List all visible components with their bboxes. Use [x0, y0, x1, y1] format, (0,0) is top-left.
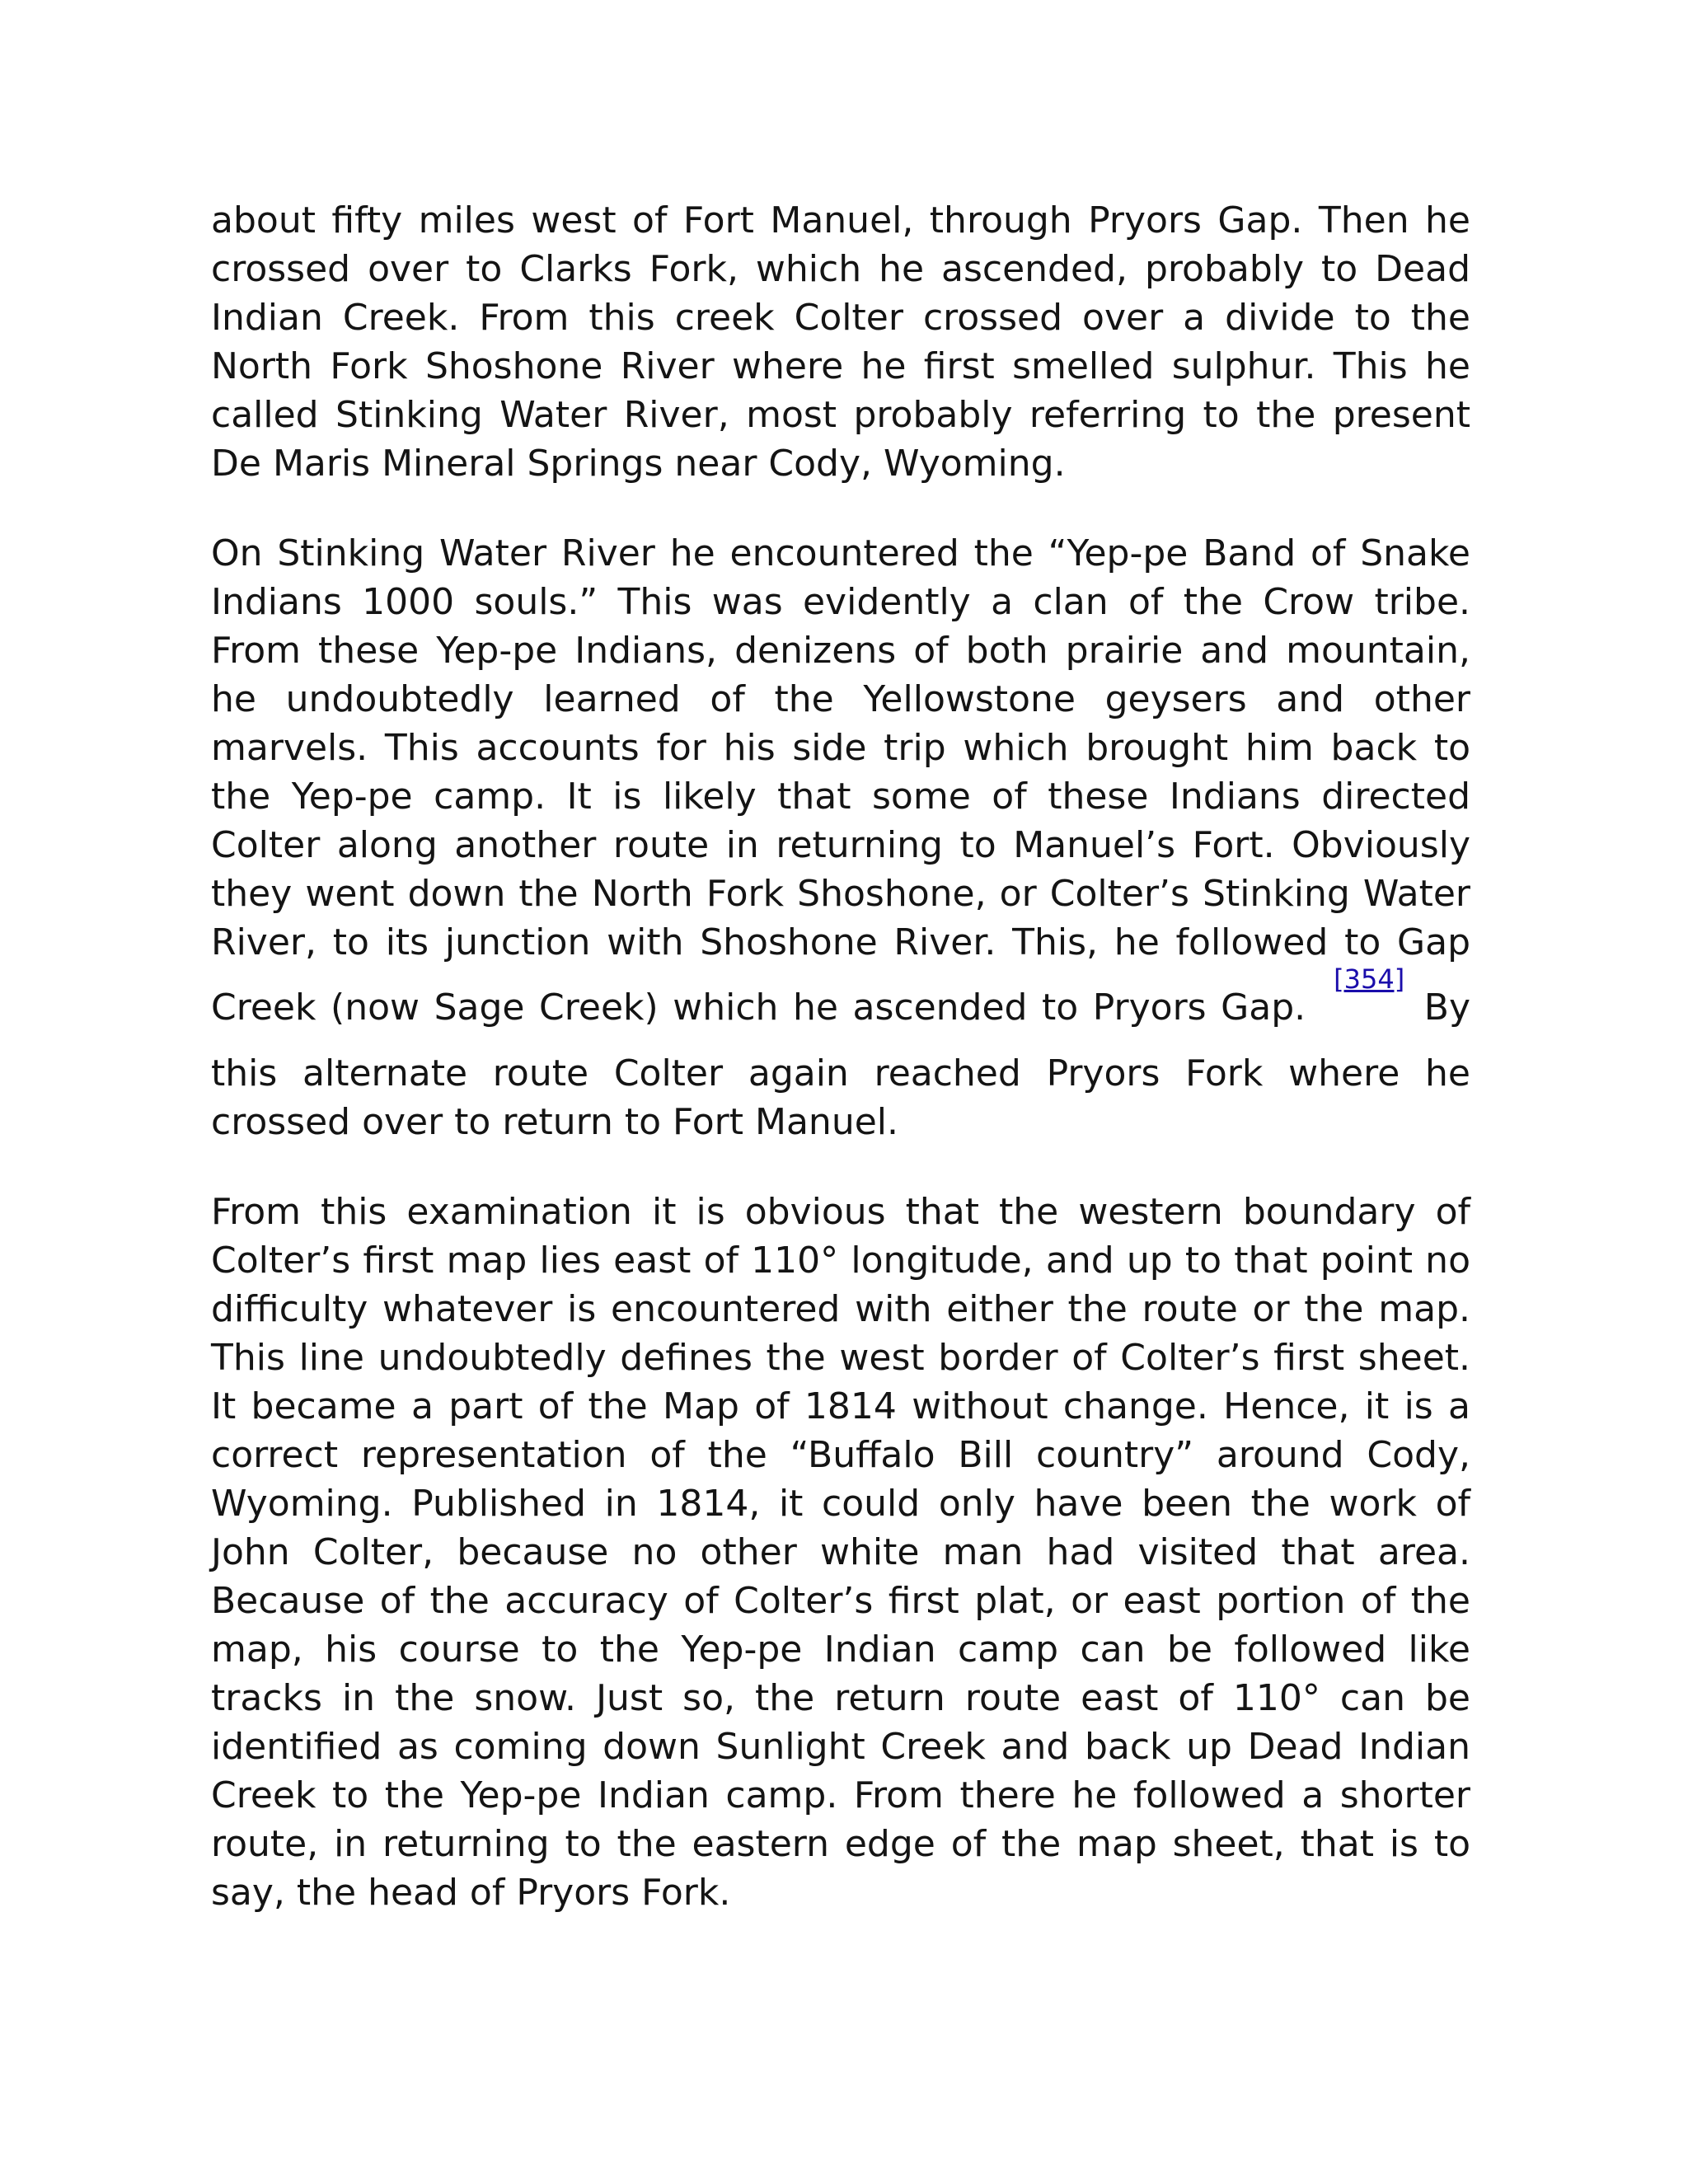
paragraph-1-text: about fifty miles west of Fort Manuel, through Pryors Gap. Then he crossed over to Clarks Fork, which he ascended, probably to Dead Indian Creek. From this creek Colter crossed over a divide to the North Fork Shoshone River where he first smelled sulphur. This he called Stinking Water River, most probably referring to the present De Maris Mineral Springs near Cody, Wyoming.: [211, 199, 1470, 485]
paragraph-3: [211, 1188, 1470, 1917]
paragraph-2-text-before-note: On Stinking Water River he encountered the “Yep-pe Band of Snake Indians 1000 souls.” This was evidently a clan of the Crow tribe. From these Yep-pe Indians, denizens of both prairie and mountain, he undoubtedly learned of the Yellowstone geysers and other marvels. This accounts for his side trip which brought him back to the Yep-pe camp. It is likely that some of these Indians directed Colter along another route in returning to Manuel’s Fort. Obviously they went down the North Fork Shoshone, or Colter’s Stinking Water River, to its junction with Shoshone River. This, he followed to Gap Creek (now: [211, 532, 1470, 1029]
paragraph-2-text-after-note: By this alternate route Colter again reached Pryors Fork where he crossed over to return to Fort Manuel.: [211, 987, 1470, 1143]
paragraph-2: [211, 529, 1470, 1146]
paragraph-3-text: From this examination it is obvious that the western boundary of Colter’s first map lies east of 110° longitude, and up to that point no difficulty whatever is encountered with either the route or the map. This line undoubtedly defines the west border of Colter’s first sheet. It became a part of the Map of 1814 without change. Hence, it is a correct representation of the “Buffalo Bill country” around Cody, Wyoming. Published in 1814, it could only have been the work of John Colter, because no other white man had visited that area. Because of the accuracy of Colter’s first plat, or east portion of the map, his course to the Yep-pe Indian camp can be followed like tracks in the snow. Just so, the return route east of 110° can be identified as coming down Sunlight Creek and back up Dead Indian Creek to the Yep-pe Indian camp. From there he followed a shorter route, in returning to the eastern edge of the map sheet, that is to say, the head of Pryors Fork.: [211, 1191, 1470, 1914]
paragraph-2-note-line: Sage Creek) which he ascended to Pryors Gap.: [434, 987, 1306, 1029]
paragraph-1: [211, 196, 1470, 488]
document-page: [211, 196, 1470, 1958]
footnote-link-354[interactable]: [354]: [1334, 963, 1405, 995]
